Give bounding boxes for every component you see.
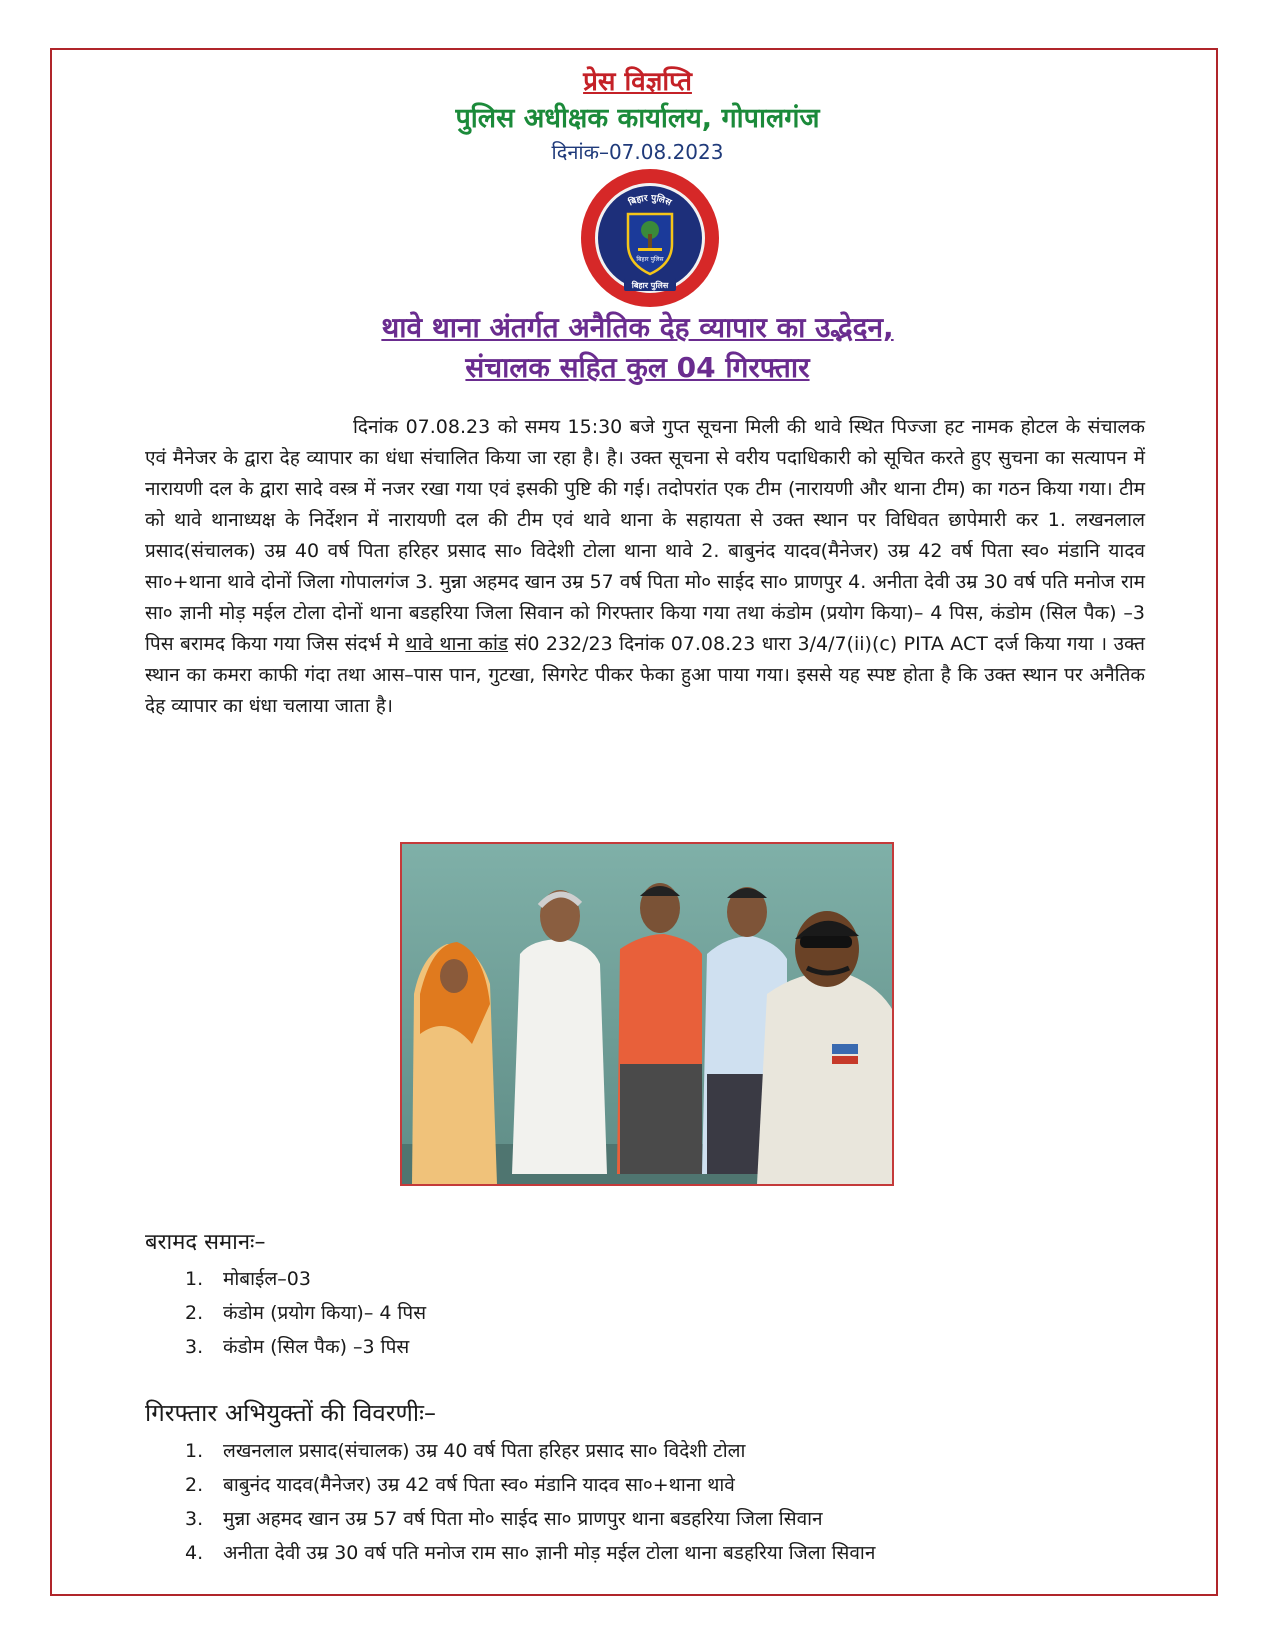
recovered-items-list [185,1262,426,1364]
arrest-photo [400,842,894,1186]
logo-text-bottom: बिहार पुलिस [631,281,669,290]
list-item: 4. अनीता देवी उम्र 30 वर्ष पति मनोज राम सा० ज्ञानी मोड़ मईल टोला थाना बडहरिया जिला सिवान [185,1542,876,1564]
logo-text-top: बिहार पुलिस [627,193,673,209]
arrested-list [185,1434,875,1570]
case-reference: थावे थाना कांड [405,633,509,655]
list-item: 1. लखनलाल प्रसाद(संचालक) उम्र 40 वर्ष पिता हरिहर प्रसाद सा० विदेशी टोला [185,1440,746,1462]
headline-line-2: संचालक सहित कुल 04 गिरफ्तार [465,351,810,384]
press-body-paragraph [145,412,1145,722]
bihar-police-logo [580,168,720,308]
body-part-2: सं0 232/23 दिनांक 07.08.23 धारा 3/4/7(ii)(c) PITA ACT दर्ज किया गया । उक्त स्थान का कमरा काफी गंदा तथा आस–पास पान, गुटखा, सिगरेट पीकर फेका हुआ पाया गया। इससे यह स्पष्ट होता है कि उक्त स्थान पर अनैतिक देह व्यापार का धंधा चलाया जाता है। [145,633,1145,717]
recovered-items-title: बरामद समानः– [145,1230,266,1255]
arrested-details-title: गिरफ्तार अभियुक्तों की विवरणीः– [145,1399,436,1427]
person-1-figure [412,942,497,1184]
office-name: पुलिस अधीक्षक कार्यालय, गोपालगंज [455,103,820,134]
list-item: 2. बाबुनंद यादव(मैनेजर) उम्र 42 वर्ष पिता स्व० मंडानि यादव सा०+थाना थावे [185,1474,735,1496]
list-item: 3. मुन्ना अहमद खान उम्र 57 वर्ष पिता मो० साईद सा० प्राणपुर थाना बडहरिया जिला सिवान [185,1508,823,1530]
release-date: दिनांक–07.08.2023 [551,140,724,164]
press-release-title: प्रेस विज्ञप्ति [583,67,692,97]
body-part-1: दिनांक 07.08.23 को समय 15:30 बजे गुप्त सूचना मिली की थावे स्थित पिज्जा हट नामक होटल के संचालक एवं मैनेजर के द्वारा देह व्यापार का धंधा संचालित किया जा रहा है। है। उक्त सूचना से वरीय पदाधिकारी को सूचित करते हुए सुचना का सत्यापन में नारायणी दल के द्वारा सादे वस्त्र में नजर रखा गया एवं इसकी पुष्टि की गई। तदोपरांत एक टीम (नारायणी और थाना टीम) का गठन किया गया। टीम को थावे थानाध्यक्ष के निर्देशन में नारायणी दल की टीम एवं थावे थाना के सहायता से उक्त स्थान पर विधिवत छापेमारी कर 1. लखनलाल प्रसाद(संचालक) उम्र 40 वर्ष पिता हरिहर प्रसाद सा० विदेशी टोला थाना थावे 2. बाबुनंद यादव(मैनेजर) उम्र 42 वर्ष पिता स्व० मंडानि यादव सा०+थाना थावे दोनों जिला गोपालगंज 3. मुन्ना अहमद खान उम्र 57 वर्ष पिता मो० साईद सा० प्राणपुर 4. अनीता देवी उम्र 30 वर्ष पति मनोज राम सा० ज्ञानी मोड़ मईल टोला दोनों थाना बडहरिया जिला सिवान को गिरफ्तार किया गया तथा कंडोम (प्रयोग किया)– 4 पिस, कंडोम (सिल पैक) –3 पिस बरामद किया गया जिस संदर्भ मे [145,416,1145,655]
logo-text-mid: बिहार पुलिस [636,256,664,263]
list-item: 1. मोबाईल–03 [185,1268,311,1290]
list-item: 3. कंडोम (सिल पैक) –3 पिस [185,1336,410,1358]
list-item: 2. कंडोम (प्रयोग किया)– 4 पिस [185,1302,427,1324]
headline-line-1: थावे थाना अंतर्गत अनैतिक देह व्यापार का उद्भेदन, [381,311,894,344]
